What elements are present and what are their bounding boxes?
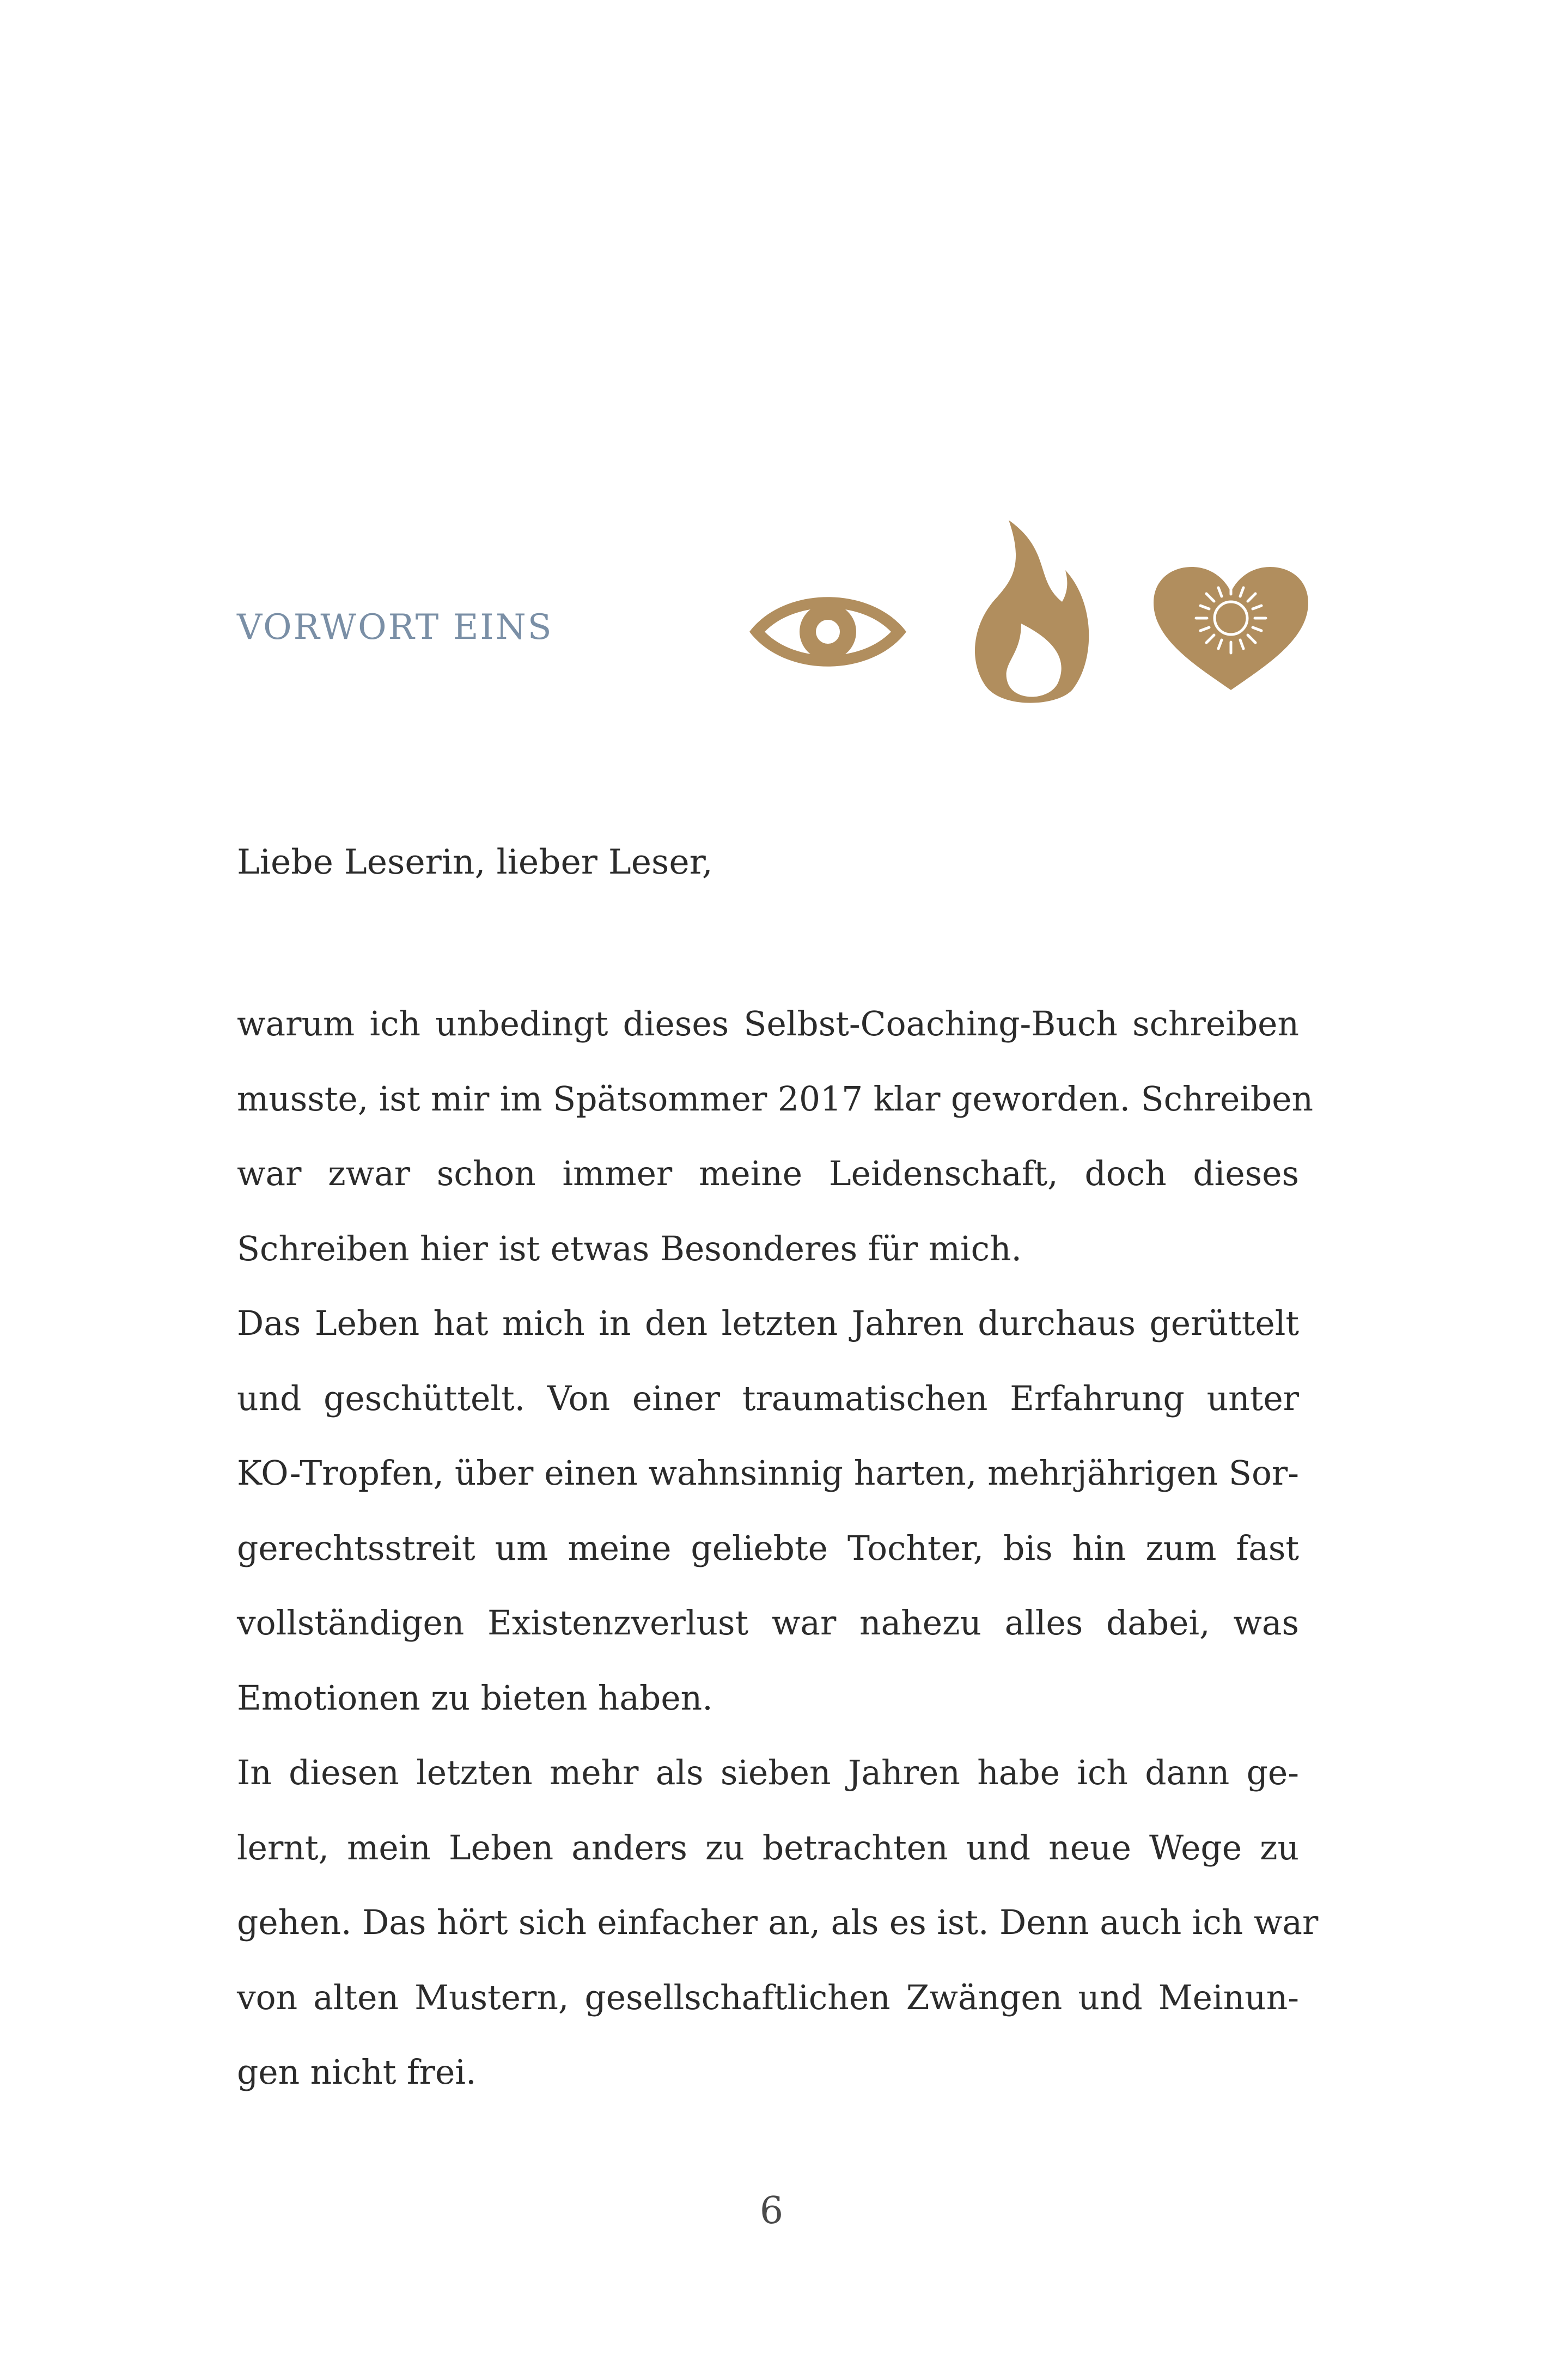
body-line: gerechtsstreit um meine geliebte Tochter, bis hin zum fast (237, 1529, 1299, 1568)
body-text (237, 987, 1319, 2110)
body-line: gehen. Das hört sich einfacher an, als es ist. Denn auch ich war (237, 1903, 1319, 1942)
body-line: Schreiben hier ist etwas Besonderes für mich. (237, 1229, 1022, 1268)
body-line: von alten Mustern, gesellschaftlichen Zwängen und Meinun- (237, 1978, 1299, 2017)
eye-icon (746, 577, 910, 686)
flame-icon (969, 520, 1092, 711)
icon-row (746, 520, 1324, 716)
chapter-heading: VORWORT EINS (237, 607, 553, 648)
page-number: 6 (759, 2189, 784, 2232)
body-line: Das Leben hat mich in den letzten Jahren durchaus gerüttelt (237, 1304, 1299, 1343)
heart-sun-icon (1149, 564, 1313, 694)
body-line: warum ich unbedingt dieses Selbst-Coaching-Buch schreiben (237, 1005, 1299, 1043)
body-line: und geschüttelt. Von einer traumatischen Erfahrung unter (237, 1379, 1299, 1418)
body-line: lernt, mein Leben anders zu betrachten und neue Wege zu (237, 1828, 1299, 1868)
body-line: In diesen letzten mehr als sieben Jahren habe ich dann ge- (237, 1754, 1299, 1792)
body-line: gen nicht frei. (237, 2053, 477, 2092)
body-line: war zwar schon immer meine Leidenschaft, doch dieses (237, 1155, 1299, 1193)
body-line: vollständigen Existenzverlust war nahezu alles dabei, was (237, 1604, 1299, 1643)
body-line: Emotionen zu bieten haben. (237, 1679, 713, 1718)
body-line: KO-Tropfen, über einen wahnsinnig harten, mehrjährigen Sor- (237, 1454, 1299, 1493)
body-line: musste, ist mir im Spätsommer 2017 klar geworden. Schreiben (237, 1079, 1314, 1119)
greeting: Liebe Leserin, lieber Leser, (237, 842, 713, 882)
